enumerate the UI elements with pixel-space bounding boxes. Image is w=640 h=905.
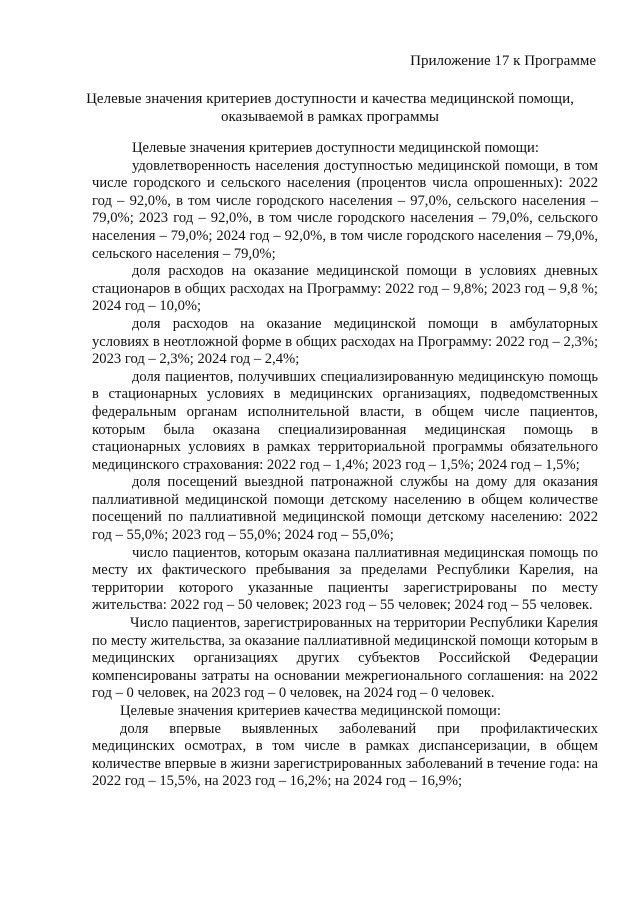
document-title (60, 90, 600, 126)
section-heading-quality: Целевые значения критериев качества медицинской помощи: (120, 703, 501, 719)
paragraph-palliative-compensation: Число пациентов, зарегистрированных на территории Республики Карелия по месту жительства, за оказание паллиативной медицинской помощи которым в медицинских организациях других субъектов Российской Федерации компенсированы затраты на основании межрегионального соглашения: на 2022 год – 0 человек, на 2023 год – 0 человек, на 2024 год – 0 человек. (92, 615, 598, 702)
document-body (92, 140, 598, 791)
paragraph-first-detected-diseases: доля впервые выявленных заболеваний при профилактических медицинских осмотрах, в том числе в рамках диспансеризации, в общем количестве впервые в жизни зарегистрированных заболеваний в течение года: на 2022 год – 15,5%, на 2023 год – 16,2%; на 2024 год – 16,9%; (92, 720, 598, 790)
title-line-2: оказываемой в рамках программы (220, 109, 440, 125)
paragraph-federal-specialized-care: доля пациентов, получивших специализированную медицинскую помощь в стационарных условиях в медицинских организациях, подведомственных федеральным органам исполнительной власти, в общем числе пациентов, которым была оказана специализированная медицинская помощь в стационарных условиях в рамках территориальной программы обязательного медицинского страхования: 2022 год – 1,4%; 2023 год – 1,5%; 2024 год – 1,5%; (92, 368, 598, 473)
paragraph-day-hospital-costs: доля расходов на оказание медицинской помощи в условиях дневных стационаров в общих расходах на Программу: 2022 год – 9,8%; 2023 год – 9,8 %; 2024 год – 10,0%; (92, 263, 598, 315)
section-heading-accessibility: Целевые значения критериев доступности медицинской помощи: (132, 140, 539, 156)
appendix-label: Приложение 17 к Программе (410, 53, 596, 69)
paragraph-outpatient-emergency-costs: доля расходов на оказание медицинской помощи в амбулаторных условиях в неотложной форме в общих расходах на Программу: 2022 год – 2,3%; 2023 год – 2,3%; 2024 год – 2,4%; (92, 315, 598, 368)
paragraph-palliative-outside-region: число пациентов, которым оказана паллиативная медицинская помощь по месту их фактического пребывания за пределами Республики Карелия, на территории которого указанные пациенты зарегистрированы по месту жительства: 2022 год – 50 человек; 2023 год – 55 человек; 2024 год – 55 человек. (92, 544, 598, 614)
paragraph-satisfaction: удовлетворенность населения доступностью медицинской помощи, в том числе городского и сельского населения (процентов числа опрошенных): 2022 год – 92,0%, в том числе городского населения – 97,0%, сельского населения – 79,0%; 2023 год – 92,0%, в том числе городского населения – 79,0%, сельского населения – 79,0%; 2024 год – 92,0%, в том числе городского населения – 79,0%, сельского населения – 79,0%; (92, 157, 598, 262)
paragraph-palliative-home-visits: доля посещений выездной патронажной службы на дому для оказания паллиативной медицинской помощи детскому населению в общем количестве посещений по паллиативной медицинской помощи детскому населению: 2022 год – 55,0%; 2023 год – 55,0%; 2024 год – 55,0%; (92, 474, 598, 544)
title-line-1: Целевые значения критериев доступности и качества медицинской помощи, (86, 91, 574, 107)
